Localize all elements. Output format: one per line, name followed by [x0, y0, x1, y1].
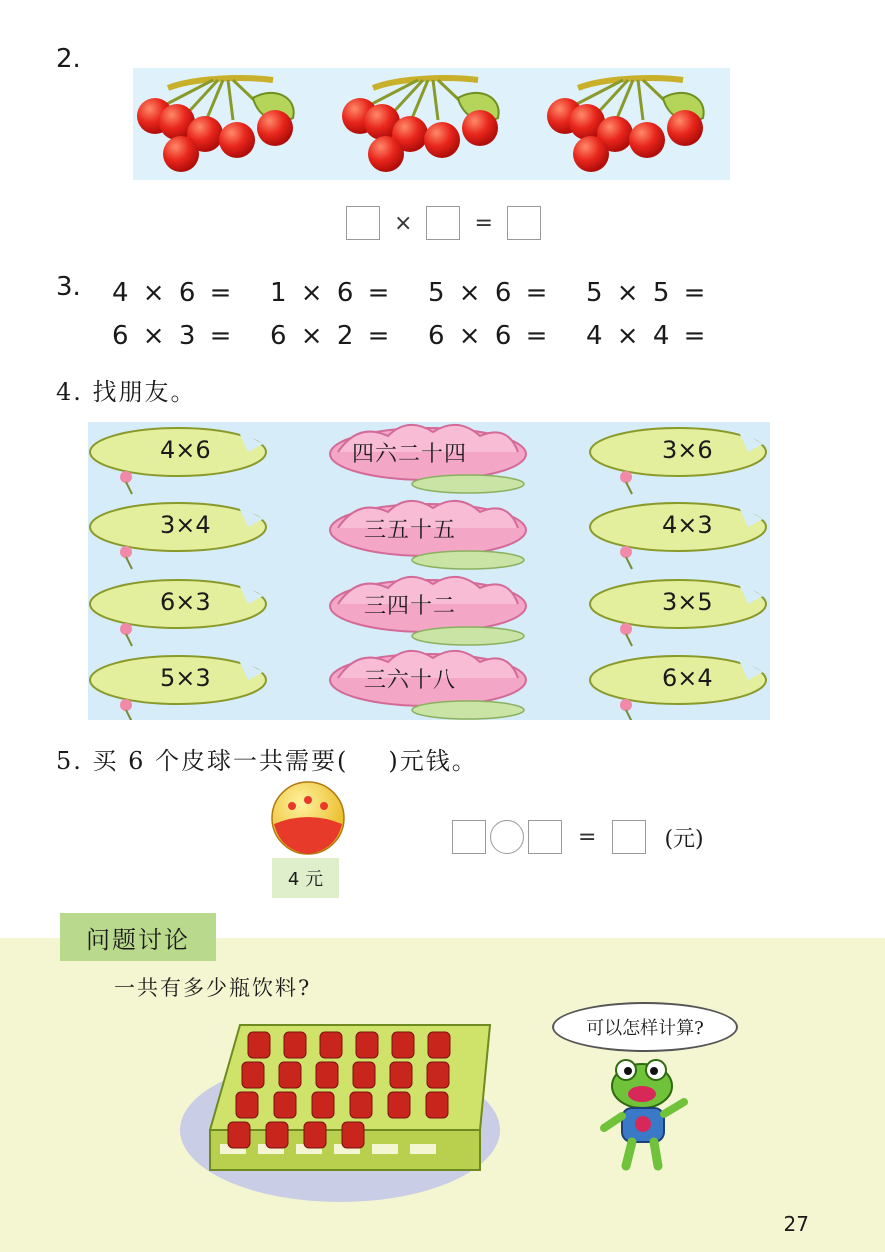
- question-5-text-end: )元钱。: [388, 747, 478, 775]
- equation: 6 × 2 =: [270, 321, 393, 351]
- equation: 4 × 6 =: [112, 278, 235, 308]
- question-3-number: 3.: [56, 272, 81, 302]
- lily-pad-label[interactable]: 3×5: [662, 588, 713, 616]
- cherry-bunch-2: [342, 78, 499, 172]
- operator-circle[interactable]: [490, 820, 524, 854]
- equation: 4 × 4 =: [586, 321, 709, 351]
- discussion-tab: 问题讨论: [60, 913, 216, 961]
- q5-answer-row: [452, 820, 704, 854]
- equals-sign: =: [474, 210, 493, 236]
- equals-sign: =: [578, 824, 597, 850]
- equation: 5 × 5 =: [586, 278, 709, 308]
- answer-box[interactable]: [346, 206, 380, 240]
- unit-label: (元): [664, 826, 704, 852]
- times-sign: ×: [394, 210, 413, 236]
- answer-box[interactable]: [507, 206, 541, 240]
- lily-pad-label[interactable]: 3×4: [160, 511, 211, 539]
- lotus-label[interactable]: 四六二十四: [352, 442, 468, 467]
- lily-pad-label[interactable]: 5×3: [160, 664, 211, 692]
- lotus-label[interactable]: 三四十二: [364, 594, 457, 619]
- cherry-bunch-3: [547, 78, 704, 172]
- equation: 1 × 6 =: [270, 278, 393, 308]
- frog-icon: [596, 1058, 692, 1174]
- question-5-text: 5. 买 6 个皮球一共需要(: [56, 747, 349, 775]
- lily-pad-label[interactable]: 6×4: [662, 664, 713, 692]
- answer-box[interactable]: [452, 820, 486, 854]
- question-5-title: [56, 741, 478, 776]
- q2-answer-row: [346, 206, 541, 240]
- page-number: 27: [783, 1212, 809, 1236]
- speech-bubble: 可以怎样计算?: [552, 1002, 738, 1052]
- cherry-bunches-illustration: [133, 68, 730, 180]
- drink-crate-illustration: [180, 1010, 530, 1210]
- price-tag: 4 元: [272, 858, 339, 898]
- question-4-title: 4. 找朋友。: [56, 378, 197, 406]
- lotus-label[interactable]: 三五十五: [364, 518, 457, 543]
- lily-pad-label[interactable]: 4×6: [160, 436, 211, 464]
- answer-box[interactable]: [528, 820, 562, 854]
- answer-box[interactable]: [612, 820, 646, 854]
- lily-pad-label[interactable]: 4×3: [662, 511, 713, 539]
- equation: 6 × 6 =: [428, 321, 551, 351]
- ball-icon: [270, 780, 346, 856]
- lily-pad-label[interactable]: 6×3: [160, 588, 211, 616]
- answer-box[interactable]: [426, 206, 460, 240]
- discussion-question: 一共有多少瓶饮料?: [114, 976, 312, 1000]
- equation: 6 × 3 =: [112, 321, 235, 351]
- equation: 5 × 6 =: [428, 278, 551, 308]
- cherry-picture-panel: [133, 68, 730, 180]
- lotus-label[interactable]: 三六十八: [364, 668, 457, 693]
- lily-pad-label[interactable]: 3×6: [662, 436, 713, 464]
- cherry-bunch-1: [137, 78, 294, 172]
- question-2-number: 2.: [56, 44, 81, 74]
